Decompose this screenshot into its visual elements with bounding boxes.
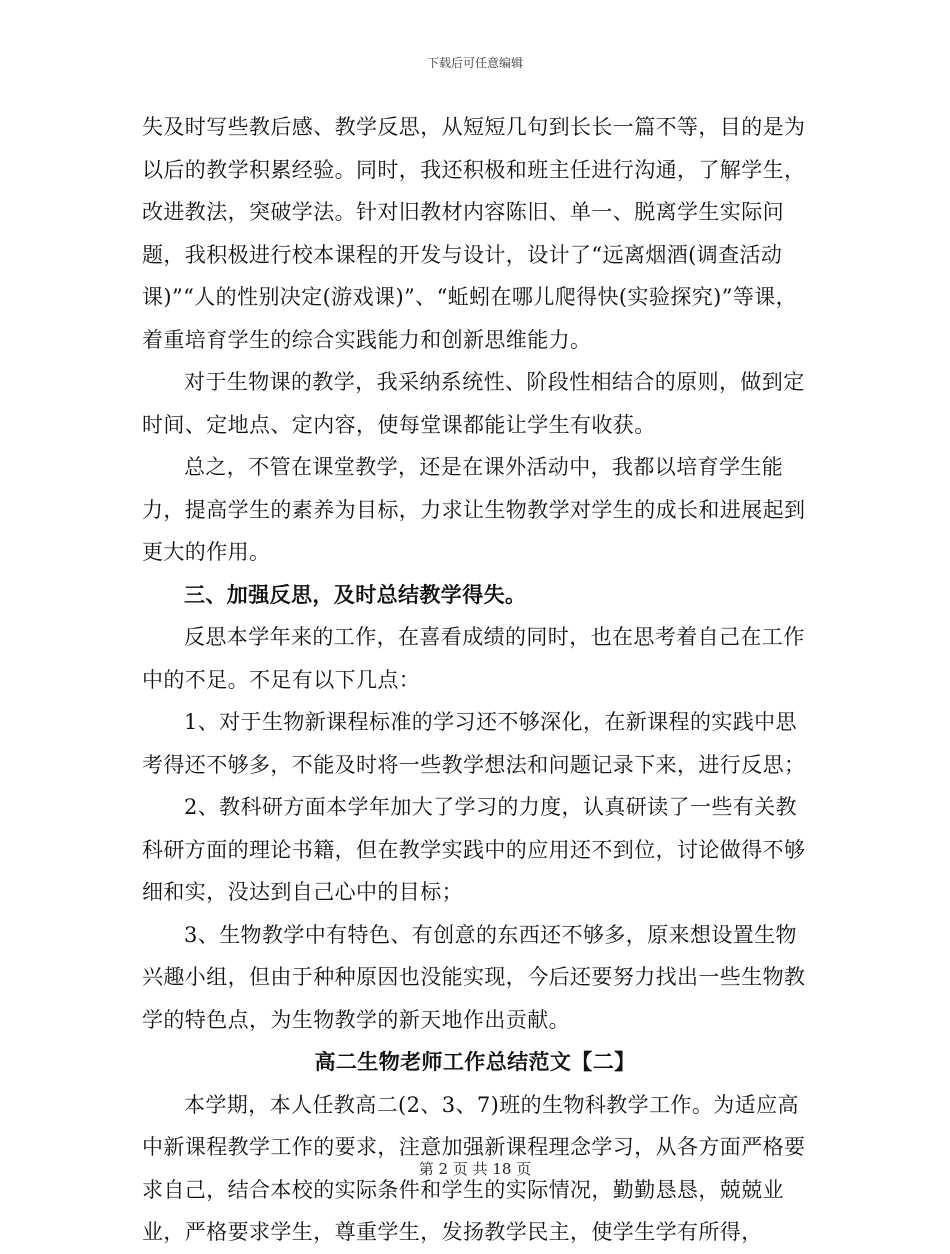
- paragraph-reflection: 反思本学年来的工作，在喜看成绩的同时，也在思考着自己在工作中的不足。不足有以下几点：: [142, 625, 805, 692]
- page-indicator: 第 2 页 共 18 页: [418, 1160, 532, 1178]
- list-item-2: 2、教科研方面本学年加大了学习的力度，认真研读了一些有关教科研方面的理论书籍，但在教学实践中的应用还不到位，讨论做得不够细和实，没达到自己心中的目标；: [142, 795, 806, 904]
- paragraph-teaching-principle: 对于生物课的教学，我采纳系统性、阶段性相结合的原则，做到定时间、定地点、定内容，使每堂课都能让学生有收获。: [142, 370, 805, 437]
- list-item-1: 1、对于生物新课程标准的学习还不够深化，在新课程的实践中思考得还不够多，不能及时将一些教学想法和问题记录下来，进行反思；: [142, 710, 806, 777]
- list-item-3: 3、生物教学中有特色、有创意的东西还不够多，原来想设置生物兴趣小组，但由于种种原因也没能实现，今后还要努力找出一些生物教学的特色点，为生物教学的新天地作出贡献。: [142, 922, 806, 1032]
- paragraph-semester-intro: 本学期，本人任教高二(2、3、7)班的生物科教学工作。为适应高中新课程教学工作的要求，注意加强新课程理念学习，从各方面严格要求自己，结合本校的实际条件和学生的实际情况，勤勤恳恳，兢兢业业，严格要求学生，尊重学生，发扬教学民主，使学生学有所得，: [142, 1092, 806, 1244]
- document-body: [142, 106, 808, 1254]
- header-note: 下载后可任意编辑: [426, 56, 523, 70]
- section-heading-3: 三、加强反思，及时总结教学得失。: [184, 581, 527, 607]
- document-title-2: 高二生物老师工作总结范文【二】: [314, 1049, 636, 1074]
- paragraph-summary: 总之，不管在课堂教学，还是在课外活动中，我都以培育学生能力，提高学生的素养为目标，力求让生物教学对学生的成长和进展起到更大的作用。: [142, 455, 806, 564]
- paragraph-continuation: 失及时写些教后感、教学反思，从短短几句到长长一篇不等，目的是为以后的教学积累经验。同时，我还积极和班主任进行沟通，了解学生，改进教法，突破学法。针对旧教材内容陈旧、单一、脱离学生实际问题，我积极进行校本课程的开发与设计，设计了“远离烟酒(调查活动课)”“人的性别决定(游戏课)”、“蚯蚓在哪儿爬得快(实验探究)”等课，着重培育学生的综合实践能力和创新思维能力。: [142, 115, 806, 352]
